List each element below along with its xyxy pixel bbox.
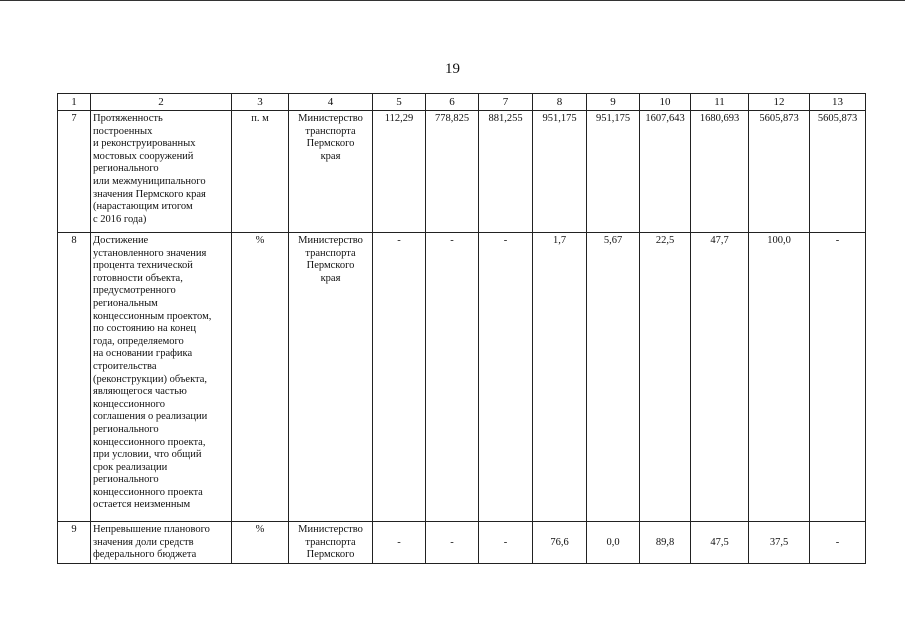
top-border-line	[0, 0, 905, 1]
value-cell: -	[426, 522, 479, 564]
table-row	[58, 233, 866, 522]
value-cell: -	[479, 233, 533, 522]
unit-cell: %	[232, 522, 289, 564]
value-cell: 47,5	[691, 522, 749, 564]
table-row	[58, 522, 866, 564]
indicator-name-cell: Протяженность построенных и реконструированных мостовых сооружений регионального или межмуниципального значения Пермского края (нарастающим итогом с 2016 года)	[91, 111, 232, 233]
value-cell: 881,255	[479, 111, 533, 233]
value-cell: 5,67	[587, 233, 640, 522]
column-header: 6	[426, 94, 479, 111]
column-header: 4	[289, 94, 373, 111]
value-cell: 5605,873	[749, 111, 810, 233]
column-header: 3	[232, 94, 289, 111]
row-number-cell: 9	[58, 522, 91, 564]
indicator-name-cell: Непревышение планового значения доли средств федерального бюджета	[91, 522, 232, 564]
value-cell: 1680,693	[691, 111, 749, 233]
column-header: 5	[373, 94, 426, 111]
column-header: 12	[749, 94, 810, 111]
value-cell: 1,7	[533, 233, 587, 522]
value-cell: 778,825	[426, 111, 479, 233]
value-cell: -	[479, 522, 533, 564]
value-cell: 0,0	[587, 522, 640, 564]
column-header: 9	[587, 94, 640, 111]
indicators-table	[57, 93, 866, 564]
responsible-cell: Министерство транспорта Пермского края	[289, 233, 373, 522]
column-header: 7	[479, 94, 533, 111]
value-cell: -	[810, 522, 866, 564]
value-cell: -	[373, 522, 426, 564]
value-cell: 47,7	[691, 233, 749, 522]
column-header: 13	[810, 94, 866, 111]
value-cell: 100,0	[749, 233, 810, 522]
column-header: 8	[533, 94, 587, 111]
row-number-cell: 8	[58, 233, 91, 522]
value-cell: 951,175	[587, 111, 640, 233]
value-cell: 5605,873	[810, 111, 866, 233]
column-header: 2	[91, 94, 232, 111]
value-cell: 112,29	[373, 111, 426, 233]
column-header: 10	[640, 94, 691, 111]
value-cell: 89,8	[640, 522, 691, 564]
value-cell: -	[426, 233, 479, 522]
value-cell: 37,5	[749, 522, 810, 564]
responsible-cell: Министерство транспорта Пермского	[289, 522, 373, 564]
value-cell: 76,6	[533, 522, 587, 564]
unit-cell: %	[232, 233, 289, 522]
column-header: 1	[58, 94, 91, 111]
value-cell: 951,175	[533, 111, 587, 233]
unit-cell: п. м	[232, 111, 289, 233]
responsible-cell: Министерство транспорта Пермского края	[289, 111, 373, 233]
row-number-cell: 7	[58, 111, 91, 233]
page-number: 19	[445, 61, 460, 77]
indicator-name-cell: Достижение установленного значения процента технической готовности объекта, предусмотренного региональным концессионным проектом, по состоянию на конец года, определяемого на основании графика строительства (реконструкции) объекта, являющегося частью концессионного соглашения о реализации регионального концессионного проекта, при условии, что общий срок реализации регионального концессионного проекта остается неизменным	[91, 233, 232, 522]
table-row	[58, 111, 866, 233]
value-cell: -	[373, 233, 426, 522]
value-cell: 1607,643	[640, 111, 691, 233]
table-header-row	[58, 94, 866, 111]
value-cell: 22,5	[640, 233, 691, 522]
column-header: 11	[691, 94, 749, 111]
value-cell: -	[810, 233, 866, 522]
